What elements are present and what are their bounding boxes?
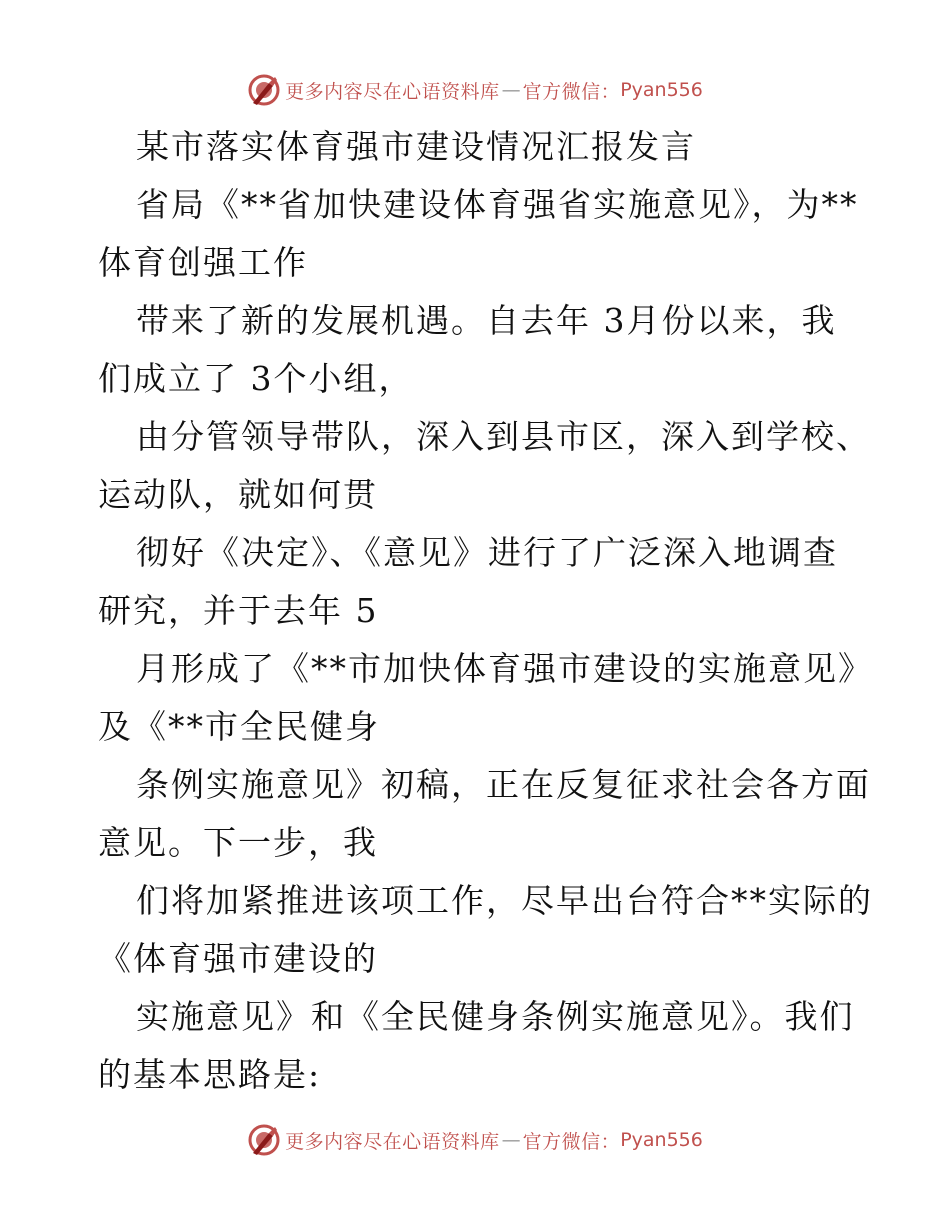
text-line: 们将加紧推进该项工作，尽早出台符合**实际的 <box>136 881 873 920</box>
watermark-site-text: 更多内容尽在心语资料库 <box>285 80 500 103</box>
text-line: 由分管领导带队，深入到县市区，深入到学校、 <box>136 417 871 456</box>
text-line: 意见。下一步，我 <box>98 823 378 862</box>
text-line: 实施意见》和《全民健身条例实施意见》。我们 <box>136 997 855 1036</box>
text-line: 《体育强市建设的 <box>98 939 378 978</box>
text-line: 月形成了《**市加快体育强市建设的实施意见》 <box>136 649 873 688</box>
watermark-contact-prefix: 官方微信： <box>522 80 621 103</box>
footer-watermark <box>0 1120 950 1160</box>
header-watermark <box>0 70 950 110</box>
watermark-contact-prefix: 官方微信： <box>522 1130 621 1153</box>
text-line: 彻好《决定》、《意见》进行了广泛深入地调查 <box>136 533 838 572</box>
text-line: 体育创强工作 <box>98 243 308 282</box>
text-line: 条例实施意见》初稿，正在反复征求社会各方面 <box>136 765 871 804</box>
text-line: 研究，并于去年 5 <box>98 591 379 630</box>
text-line: 某市落实体育强市建设情况汇报发言 <box>136 127 696 166</box>
watermark-contact-id: Pyan556 <box>620 1129 703 1151</box>
pen-logo-icon <box>247 73 281 107</box>
watermark-site-text: 更多内容尽在心语资料库 <box>285 1130 500 1153</box>
watermark-separator: — <box>501 79 521 101</box>
watermark-separator: — <box>501 1129 521 1151</box>
text-line: 的基本思路是: <box>98 1055 322 1094</box>
watermark-contact-id: Pyan556 <box>620 79 703 101</box>
document-body <box>98 118 873 1104</box>
text-line: 们成立了 3个小组， <box>98 359 414 398</box>
text-line: 及《**市全民健身 <box>98 707 380 746</box>
text-line: 带来了新的发展机遇。自去年 3月份以来，我 <box>136 301 837 340</box>
text-line: 省局《**省加快建设体育强省实施意见》，为** <box>136 185 859 224</box>
text-line: 运动队，就如何贯 <box>98 475 378 514</box>
pen-logo-icon <box>247 1123 281 1157</box>
